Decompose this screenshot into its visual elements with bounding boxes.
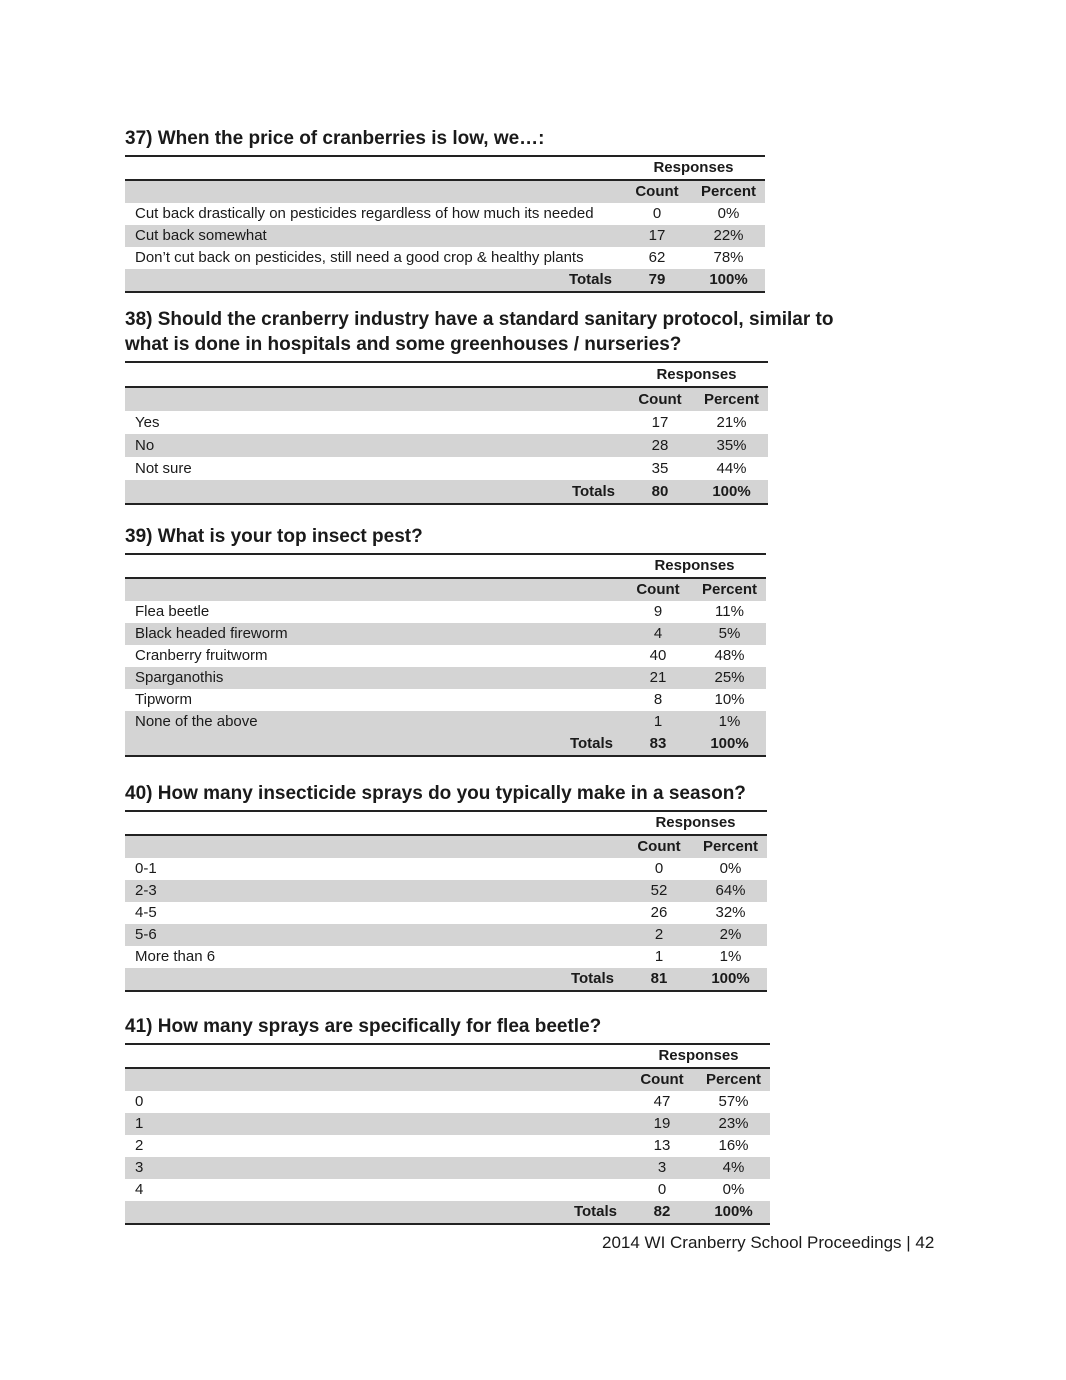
row-label: Cut back somewhat bbox=[125, 225, 622, 247]
row-percent: 23% bbox=[697, 1113, 770, 1135]
row-percent: 0% bbox=[722, 1181, 745, 1198]
row-count: 0 bbox=[657, 1181, 667, 1198]
row-count: 9 bbox=[653, 603, 663, 620]
row-count: 1 bbox=[654, 948, 664, 965]
row-label: Don’t cut back on pesticides, still need a good crop & healthy plants bbox=[135, 249, 584, 266]
totals-label: Totals bbox=[125, 1201, 627, 1224]
row-label: Cut back drastically on pesticides regardless of how much its needed bbox=[135, 205, 594, 222]
survey-table bbox=[125, 1043, 770, 1225]
header-row-columns bbox=[125, 1068, 770, 1091]
row-label: Sparganothis bbox=[125, 667, 623, 689]
row-percent: 16% bbox=[718, 1137, 749, 1154]
row-percent: 11% bbox=[715, 603, 744, 620]
percent-column-header: Percent bbox=[697, 1068, 770, 1091]
totals-row bbox=[125, 1201, 770, 1224]
row-percent: 5% bbox=[693, 623, 766, 645]
totals-percent: 100% bbox=[692, 269, 765, 292]
survey-table bbox=[125, 361, 768, 505]
header-blank-cell bbox=[125, 811, 624, 835]
row-percent: 2% bbox=[694, 924, 767, 946]
row-count: 17 bbox=[622, 225, 692, 247]
header-row-columns bbox=[125, 387, 768, 411]
totals-count: 80 bbox=[625, 480, 695, 504]
table-row bbox=[125, 902, 767, 924]
header-blank-cell bbox=[125, 835, 624, 858]
table-row bbox=[125, 667, 766, 689]
header-blank-cell bbox=[125, 554, 623, 578]
row-count: 0 bbox=[652, 205, 662, 222]
row-percent: 0% bbox=[719, 860, 742, 877]
row-label: Not sure bbox=[135, 460, 192, 477]
question-title: 39) What is your top insect pest? bbox=[125, 526, 423, 547]
row-percent: 64% bbox=[694, 880, 767, 902]
totals-count: 83 bbox=[623, 733, 693, 756]
count-column-header: Count bbox=[622, 180, 692, 203]
row-label: Tipworm bbox=[135, 691, 192, 708]
row-label: 4-5 bbox=[135, 904, 157, 921]
header-row-columns bbox=[125, 835, 767, 858]
responses-header: Responses bbox=[627, 1044, 770, 1068]
table-row bbox=[125, 711, 766, 733]
row-percent: 22% bbox=[692, 225, 765, 247]
totals-row bbox=[125, 968, 767, 991]
table-row bbox=[125, 225, 765, 247]
count-column-header: Count bbox=[624, 835, 694, 858]
header-blank-cell bbox=[125, 387, 625, 411]
row-label: Black headed fireworm bbox=[125, 623, 623, 645]
totals-row bbox=[125, 733, 766, 756]
totals-row bbox=[125, 480, 768, 504]
question-title: 40) How many insecticide sprays do you typically make in a season? bbox=[125, 783, 746, 804]
row-label: Yes bbox=[135, 414, 160, 431]
totals-label: Totals bbox=[125, 480, 625, 504]
responses-header: Responses bbox=[623, 554, 766, 578]
totals-count: 79 bbox=[622, 269, 692, 292]
count-column-header: Count bbox=[627, 1068, 697, 1091]
table-row bbox=[125, 623, 766, 645]
question-title: 41) How many sprays are specifically for flea beetle? bbox=[125, 1016, 602, 1037]
table-row bbox=[125, 689, 766, 711]
header-row-responses bbox=[125, 1044, 770, 1068]
totals-label: Totals bbox=[125, 733, 623, 756]
table-row bbox=[125, 411, 768, 434]
row-label: 5-6 bbox=[125, 924, 624, 946]
row-label: No bbox=[125, 434, 625, 457]
row-label: 1 bbox=[125, 1113, 627, 1135]
table-row bbox=[125, 247, 765, 269]
table-row bbox=[125, 858, 767, 880]
header-blank-cell bbox=[125, 180, 622, 203]
row-label: 3 bbox=[125, 1157, 627, 1179]
header-row-columns bbox=[125, 180, 765, 203]
table-row bbox=[125, 946, 767, 968]
header-row-responses bbox=[125, 811, 767, 835]
survey-table bbox=[125, 155, 765, 293]
row-count: 2 bbox=[624, 924, 694, 946]
header-row-responses bbox=[125, 362, 768, 387]
row-count: 8 bbox=[653, 691, 663, 708]
table-row bbox=[125, 924, 767, 946]
responses-header: Responses bbox=[622, 156, 765, 180]
header-blank-cell bbox=[125, 362, 625, 387]
count-column-header: Count bbox=[625, 387, 695, 411]
header-blank-cell bbox=[125, 1068, 627, 1091]
row-percent: 32% bbox=[715, 904, 746, 921]
row-label: 2-3 bbox=[125, 880, 624, 902]
row-count: 28 bbox=[625, 434, 695, 457]
responses-header: Responses bbox=[625, 362, 768, 387]
table-row bbox=[125, 434, 768, 457]
responses-header: Responses bbox=[624, 811, 767, 835]
row-label: Flea beetle bbox=[135, 603, 210, 620]
row-count: 17 bbox=[651, 414, 669, 431]
table-row bbox=[125, 601, 766, 623]
totals-label: Totals bbox=[125, 968, 624, 991]
row-count: 47 bbox=[653, 1093, 671, 1110]
count-column-header: Count bbox=[623, 578, 693, 601]
header-blank-cell bbox=[125, 1044, 627, 1068]
totals-label: Totals bbox=[125, 269, 622, 292]
row-percent: 1% bbox=[693, 711, 766, 733]
header-blank-cell bbox=[125, 156, 622, 180]
totals-row bbox=[125, 269, 765, 292]
row-count: 35 bbox=[651, 460, 669, 477]
table-row bbox=[125, 1113, 770, 1135]
percent-column-header: Percent bbox=[694, 835, 767, 858]
row-count: 19 bbox=[627, 1113, 697, 1135]
totals-count: 82 bbox=[627, 1201, 697, 1224]
row-count: 0 bbox=[654, 860, 664, 877]
table-row bbox=[125, 203, 765, 225]
table-row bbox=[125, 1135, 770, 1157]
row-count: 4 bbox=[623, 623, 693, 645]
row-percent: 21% bbox=[716, 414, 747, 431]
page-footer: 2014 WI Cranberry School Proceedings | 42 bbox=[602, 1233, 935, 1252]
row-label: Cranberry fruitworm bbox=[135, 647, 268, 664]
row-count: 1 bbox=[623, 711, 693, 733]
table-row bbox=[125, 645, 766, 667]
totals-percent: 100% bbox=[693, 733, 766, 756]
row-percent: 48% bbox=[714, 647, 745, 664]
row-label: None of the above bbox=[125, 711, 623, 733]
question-title: 37) When the price of cranberries is low, we…: bbox=[125, 128, 545, 149]
row-percent: 4% bbox=[697, 1157, 770, 1179]
row-percent: 57% bbox=[718, 1093, 749, 1110]
row-count: 3 bbox=[627, 1157, 697, 1179]
survey-table bbox=[125, 810, 767, 992]
totals-percent: 100% bbox=[697, 1201, 770, 1224]
row-label: 4 bbox=[135, 1181, 144, 1198]
table-row bbox=[125, 1091, 770, 1113]
totals-count: 81 bbox=[624, 968, 694, 991]
table-row bbox=[125, 1157, 770, 1179]
totals-percent: 100% bbox=[694, 968, 767, 991]
row-label: More than 6 bbox=[135, 948, 216, 965]
row-label: 0 bbox=[135, 1093, 144, 1110]
row-percent: 10% bbox=[714, 691, 745, 708]
row-percent: 1% bbox=[719, 948, 742, 965]
row-count: 13 bbox=[653, 1137, 671, 1154]
row-percent: 0% bbox=[717, 205, 740, 222]
header-blank-cell bbox=[125, 578, 623, 601]
question-title: 38) Should the cranberry industry have a standard sanitary protocol, similar to what is done in hospitals and some greenhouses / nurseries? bbox=[125, 309, 834, 355]
table-row bbox=[125, 880, 767, 902]
row-percent: 44% bbox=[716, 460, 747, 477]
row-count: 26 bbox=[650, 904, 668, 921]
totals-percent: 100% bbox=[695, 480, 768, 504]
row-count: 52 bbox=[624, 880, 694, 902]
percent-column-header: Percent bbox=[693, 578, 766, 601]
header-row-columns bbox=[125, 578, 766, 601]
table-row bbox=[125, 1179, 770, 1201]
row-percent: 78% bbox=[713, 249, 744, 266]
row-count: 21 bbox=[623, 667, 693, 689]
row-count: 62 bbox=[648, 249, 666, 266]
percent-column-header: Percent bbox=[692, 180, 765, 203]
row-percent: 35% bbox=[695, 434, 768, 457]
row-percent: 25% bbox=[693, 667, 766, 689]
header-row-responses bbox=[125, 156, 765, 180]
table-row bbox=[125, 457, 768, 480]
survey-table bbox=[125, 553, 766, 757]
row-label: 0-1 bbox=[135, 860, 157, 877]
row-count: 40 bbox=[649, 647, 667, 664]
percent-column-header: Percent bbox=[695, 387, 768, 411]
header-row-responses bbox=[125, 554, 766, 578]
row-label: 2 bbox=[135, 1137, 144, 1154]
